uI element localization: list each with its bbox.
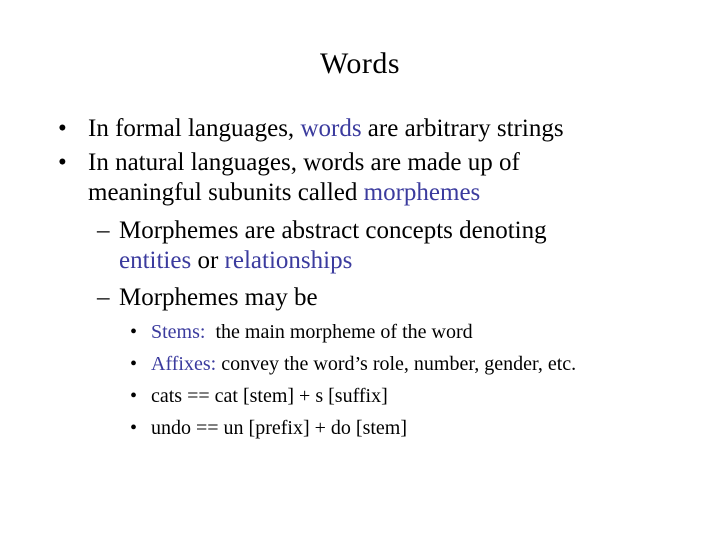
bullet-text-part: meaningful subunits called <box>88 179 364 206</box>
bullet-marker: • <box>58 115 67 142</box>
sub-sub-bullet-text: cats == cat [stem] + s [suffix] <box>151 385 388 407</box>
bullet-text: In natural languages, words are made up of <box>88 149 520 176</box>
sub-bullet-text: Morphemes are abstract concepts denoting <box>119 217 547 244</box>
highlighted-term: entities <box>119 247 192 274</box>
sub-bullet-text: Morphemes may be <box>119 284 318 311</box>
sub-sub-bullet-text <box>151 320 473 344</box>
sub-sub-bullet-text: undo == un [prefix] + do [stem] <box>151 417 408 439</box>
sub-sub-bullet-marker: • <box>130 321 138 343</box>
sub-bullet-marker: – <box>97 217 110 244</box>
sub-bullet-text <box>119 246 352 276</box>
highlighted-term: relationships <box>224 247 353 274</box>
bullet-text-part: In formal languages, <box>88 115 301 142</box>
sub-sub-bullet-marker: • <box>130 353 138 375</box>
bullet-marker: • <box>58 149 67 176</box>
sub-bullet-marker: – <box>97 284 110 311</box>
highlighted-term: morphemes <box>363 179 481 206</box>
sub-sub-bullet-text-part: the main morpheme of the word <box>205 321 473 343</box>
bullet-text <box>88 114 564 144</box>
highlighted-term: Stems: <box>151 321 206 343</box>
bullet-text-part: are arbitrary strings <box>361 115 564 142</box>
highlighted-term: words <box>300 115 362 142</box>
sub-sub-bullet-text <box>151 352 576 376</box>
bullet-text <box>88 178 480 208</box>
sub-sub-bullet-text-part: convey the word’s role, number, gender, etc. <box>216 353 577 375</box>
slide-title: Words <box>319 47 401 80</box>
highlighted-term: Affixes: <box>151 353 217 375</box>
sub-bullet-text-part: or <box>191 247 225 274</box>
sub-sub-bullet-marker: • <box>130 417 138 439</box>
sub-sub-bullet-marker: • <box>130 385 138 407</box>
